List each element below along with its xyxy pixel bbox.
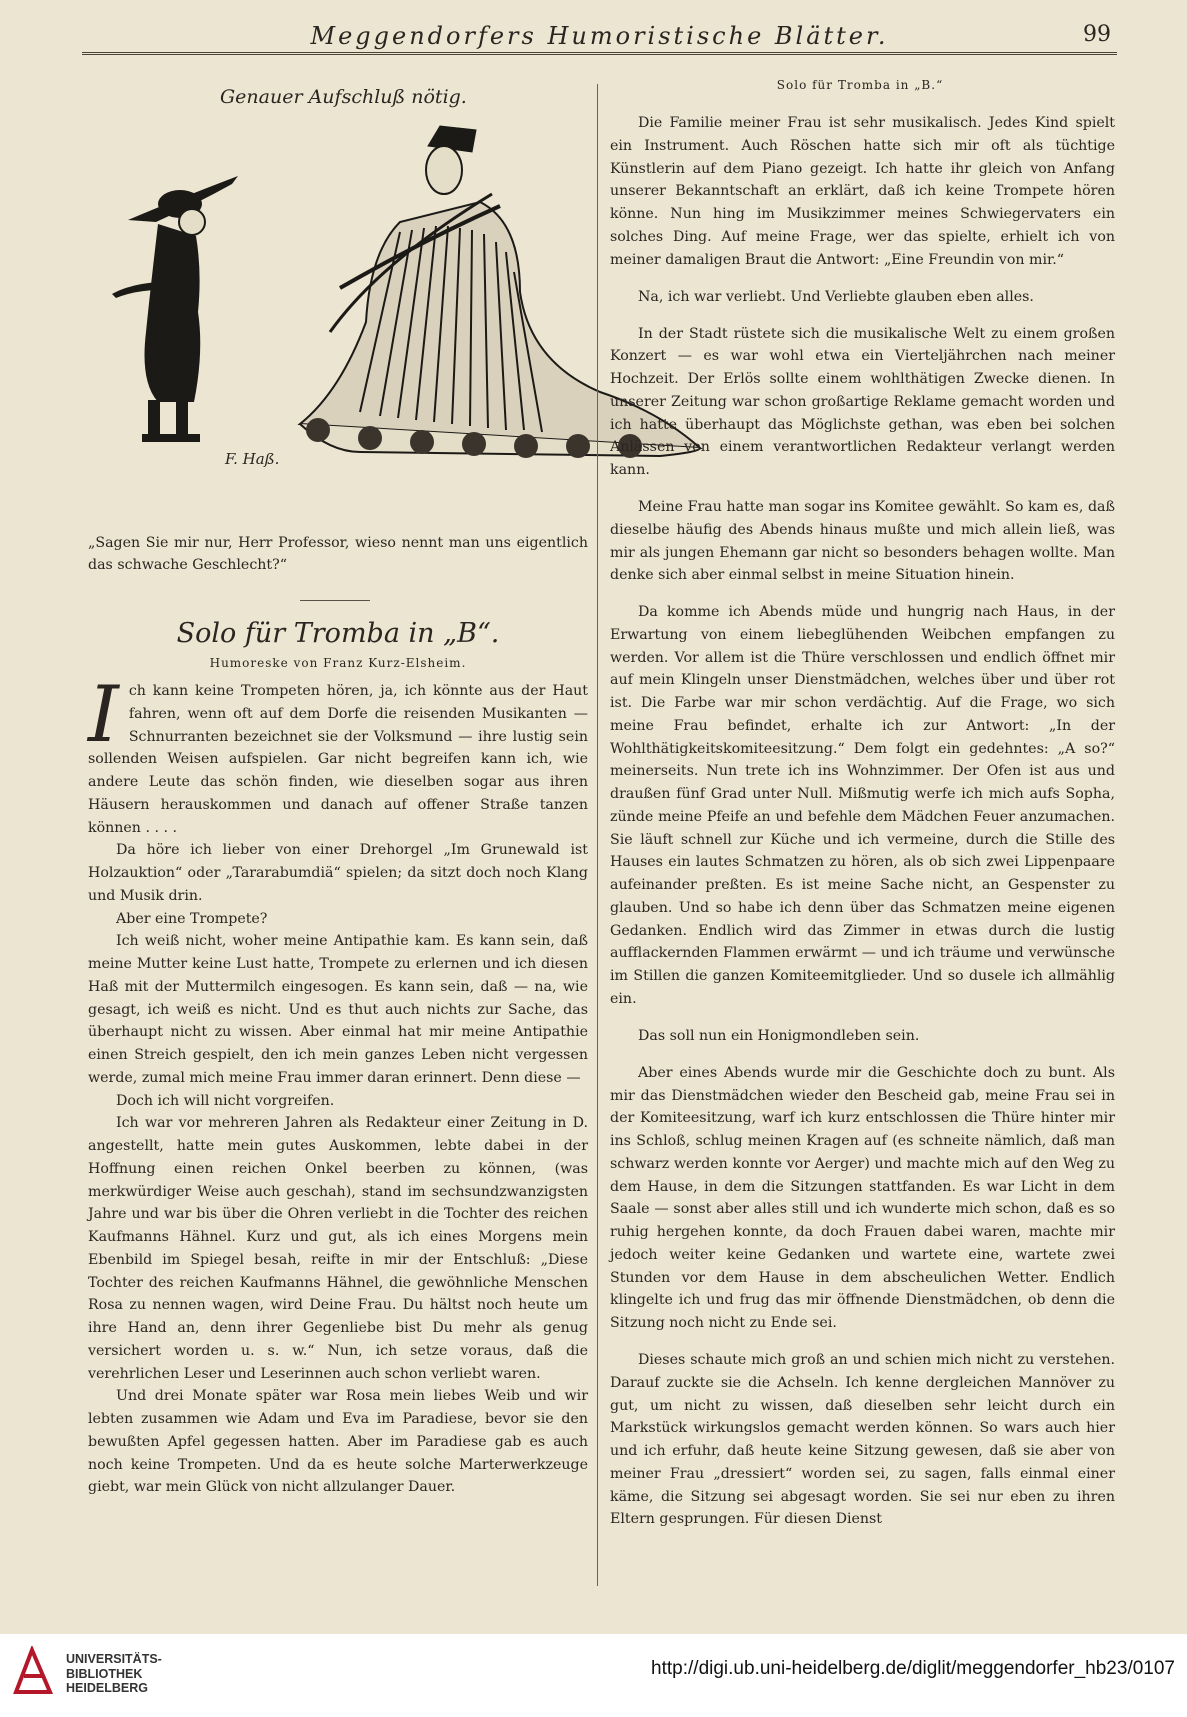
paragraph: Da komme ich Abends müde und hungrig nach Haus, in der Erwartung von einem liebeglühenden Weibchen empfangen zu werden. Vor allem ist die Thüre verschlossen und endlich öffnet mir auf mein Klingeln unser Dienstmädchen, welches über und über rot ist. Die Farbe war mir schon verdächtig. Auf die Frage, wo sich meine Frau befindet, erhalte ich zur Antwort: „In der Wohlthätigkeitskomiteesitzung.“ Dem folgt ein gedehntes: „A so?“ meinerseits. Nun trete ich ins Wohnzimmer. Der Ofen ist aus und draußen fünf Grad unter Null. Mißmutig werfe ich mich aufs Sopha, zünde meine Pfeife an und befehle dem Mädchen Feuer anzumachen. Sie läuft schnell zur Küche und ich vermeine, durch die Stille des Hauses ein lautes Schmatzen zu hören, als ob sich zwei Lippenpaare aufeinander preßten. Es ist meine Sache nicht, an Gespenster zu glauben. Und so habe ich denn über das Schmatzen meine eigenen Gedanken. Endlich wird das Zimmer in etwas durch die lustig aufflackernden Flammen erwärmt — und ich träume und verwünsche im Stillen die ganzen Komiteemitglieder. Und so duselе ich allmählig ein.: [610, 604, 1115, 1007]
paragraph: In der Stadt rüstete sich die musikalische Welt zu einem großen Konzert — es war wohl etwa ein Vierteljährchen nach meiner Hochzeit. Der Erlös sollte einem wohlthätigen Zwecke dienen. In unserer Zeitung war schon großartige Reklame gemacht worden und ich hatte überhaupt das Möglichste gethan, was eben bei solchen Anlässen von einem verantwortlichen Redakteur verlangt werden kann.: [610, 325, 1115, 479]
story-column-1: [88, 670, 588, 1499]
section-divider: [300, 600, 370, 601]
story-title: Solo für Tromba in „B“.: [176, 618, 500, 649]
paragraph: Und drei Monate später war Rosa mein liebes Weib und wir lebten zusammen wie Adam und Eva im Paradiese, bevor sie den bewußten Apfel gegessen hatten. Aber im Paradiese gab es auch noch keine Trompeten. Und da es heute solche Marterwerkzeuge giebt, war mein Glück von nicht allzulanger Dauer.: [88, 1388, 588, 1496]
paragraph: Aber eines Abends wurde mir die Geschichte doch zu bunt. Als mir das Dienstmädchen wieder den Bescheid gab, meine Frau sei in der Komiteesitzung, warf ich kurz entschlossen die Thüre hinter mir ins Schloß, schlug meinen Kragen auf (es schneite nämlich, daß man schwarz werden konnte vor Aerger) und machte mich auf den Weg zu dem Hause, in dem die Sitzungen stattfanden. Es war Licht in dem Saale — sonst aber alles still und ich wunderte mich schon, daß es so ruhig hergehen konnte, da doch Frauen dabei waren, machte mir jedoch weiter keine Gedanken und wartete eine, wartete zwei Stunden vor dem Hause in dem abscheulichen Wetter. Endlich klingelte ich und frug das mir öffnende Dienstmädchen, ob denn die Sitzung noch nicht zu Ende sei.: [610, 1064, 1115, 1332]
page-header: [82, 20, 1117, 55]
page-number: 99: [1083, 22, 1111, 47]
professor-figure: [112, 176, 238, 442]
paragraph: Da höre ich lieber von einer Drehorgel „Im Grunewald ist Holzauktion“ oder „Tararabumdiä“ spielen; da sitzt doch noch Klang und Musik drin.: [88, 842, 588, 904]
magazine-title: Meggendorfers Humoristische Blätter.: [310, 22, 889, 50]
paragraph: Na, ich war verliebt. Und Verliebte glauben eben alles.: [638, 288, 1034, 305]
story-column-2: [610, 98, 1115, 1545]
running-head: Solo für Tromba in „B.“: [776, 78, 944, 92]
paragraph: Ich weiß nicht, woher meine Antipathie kam. Es kann sein, daß meine Mutter keine Lust hatte, Trompete zu erlernen und ich diesen Haß mit der Muttermilch eingesogen. Es kann sein, daß — na, wie gesagt, ich weiß es nicht. Und es thut auch nichts zur Sache, das überhaupt nicht zu wissen. Aber einmal hat mir meine Antipathie einen Streich gespielt, den ich mein ganzes Leben nicht vergessen werde, zumal mich meine Frau immer daran erinnert. Denn diese —: [88, 933, 588, 1086]
paragraph: Doch ich will nicht vorgreifen.: [116, 1092, 335, 1109]
library-name: UNIVERSITÄTS- BIBLIOTHEK HEIDELBERG: [66, 1652, 162, 1695]
paragraph: Meine Frau hatte man sogar ins Komitee gewählt. So kam es, daß dieselbe häufig des Abends hinaus mußte und mich allein ließ, was mir als jungen Ehemann gar nicht so besonders behagen wollte. Man denke sich aber einmal selbst in meine Situation hinein.: [610, 499, 1115, 584]
cartoon-caption: „Sagen Sie mir nur, Herr Professor, wieso nennt man uns eigentlich das schwache Geschlecht?“: [88, 535, 588, 573]
paragraph: Das soll nun ein Honigmondleben sein.: [638, 1027, 920, 1044]
paragraph: Die Familie meiner Frau ist sehr musikalisch. Jedes Kind spielt ein Instrument. Auch Röschen hatte sich mir oft als tüchtige Künstlerin auf dem Piano gezeigt. Ich hatte ihr gleich von Anfang unserer Bekanntschaft an erklärt, daß ich keine Trompete hören könne. Nun hing im Musikzimmer meines Schwiegervaters ein solches Ding. Auf meine Frage, wer das spielte, erhielt ich von meiner damaligen Braut die Antwort: „Eine Freundin von mir.“: [610, 115, 1115, 268]
artist-signature: F. Haß.: [225, 450, 280, 468]
cartoon-title: Genauer Aufschluß nötig.: [220, 86, 467, 108]
library-footer: [0, 1634, 1187, 1717]
library-logo-icon: [12, 1646, 54, 1698]
paragraph: Ich war vor mehreren Jahren als Redakteur einer Zeitung in D. angestellt, hatte mein gutes Auskommen, lebte dabei in der Hoffnung einen reichen Onkel beerben zu können, (was merkwürdiger Weise auch geschah), stand im sechsundzwanzigsten Jahre und war bis über die Ohren verliebt in die Tochter des reichen Kaufmanns Hähnel. Kurz und gut, als ich eines Morgens mein Ebenbild im Spiegel besah, reifte in mir der Entschluß: „Diese Tochter des reichen Kaufmanns Hähnel, die gewöhnliche Menschen Rosa zu nennen wagen, wird Deine Frau. Du hältst noch heute um ihre Hand an, denn ihrer Gegenliebe bist Du mehr als genug versichert worden u. s. w.“ Nun, ich setze voraus, daß die verehrlichen Leser und Leserinnen auch schon verliebt waren.: [88, 1115, 588, 1382]
story-author: Humoreske von Franz Kurz-Elsheim.: [209, 656, 467, 670]
paragraph: ch kann keine Trompeten hören, ja, ich könnte aus der Haut fahren, wenn oft auf dem Dorfe die reisenden Musikanten — Schnurranten bezeichnet sie der Volksmund — ihre lustig sein sollenden Weisen aufspielen. Gar nicht begreifen kann ich, wie andere Leute das schön finden, wie dieselben sogar aus ihren Häusern herauskommen und danach auf offener Straße tanzen können . . . .: [88, 683, 588, 836]
paragraph: Dieses schaute mich groß an und schien mich nicht zu verstehen. Darauf zuckte sie die Achseln. Ich kenne dergleichen Mannöver zu gut, um nicht zu wissen, daß dieselben sehr leicht durch ein Markstück wirkungslos gemacht werden können. So wars auch hier und ich erfuhr, daß heute keine Sitzung gewesen, daß sie aber von meiner Frau „dressiert“ worden sei, zu sagen, falls einmal einer käme, die Sitzung sei abgesagt worden. Sie sei nur eben zu ihren Eltern gesprungen. Für diesen Dienst: [610, 1352, 1115, 1528]
column-divider: [597, 84, 598, 1586]
paragraph: Aber eine Trompete?: [116, 910, 268, 927]
drop-cap: I: [88, 670, 119, 760]
source-url[interactable]: http://digi.ub.uni-heidelberg.de/diglit/meggendorfer_hb23/0107: [651, 1658, 1175, 1679]
